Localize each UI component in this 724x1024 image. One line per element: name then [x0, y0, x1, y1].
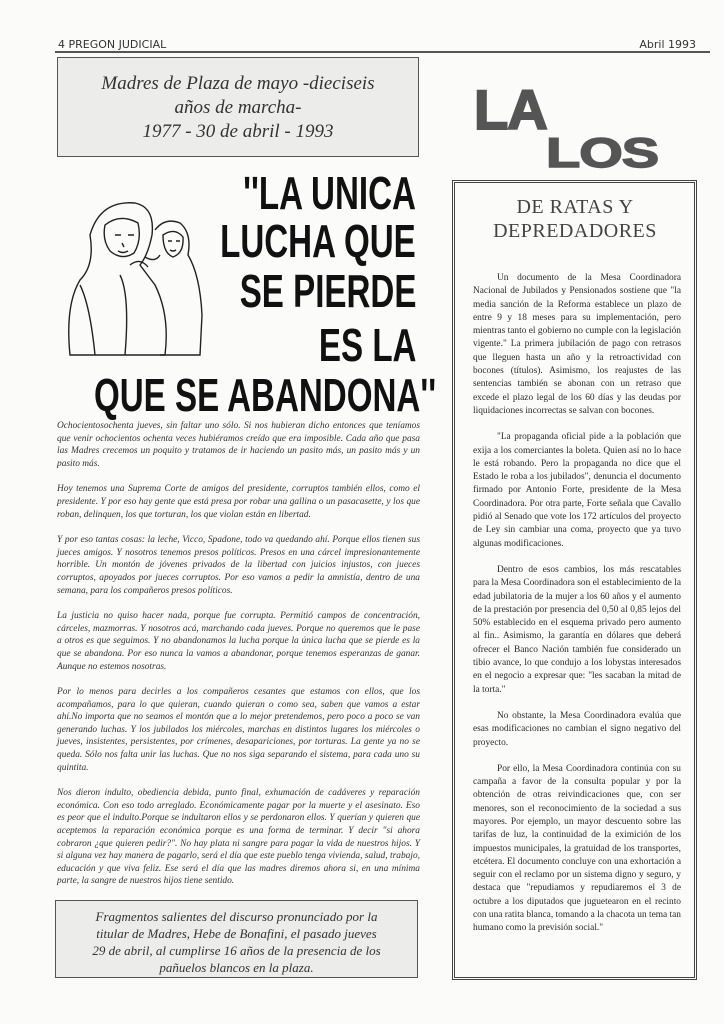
page-number-section: 4 PREGON JUDICIAL: [58, 38, 167, 51]
header-rule: [55, 51, 710, 53]
banner-word: LOS: [546, 128, 659, 176]
paragraph: No obstante, la Mesa Coordinadora evalúa que esas modificaciones no cambian el signo negativo del proyecto.: [473, 710, 681, 748]
banner-word: LA: [474, 78, 547, 141]
paragraph: Nos dieron indulto, obediencia debida, punto final, exhumación de cadáveres y reparación económica. Con eso todo arreglado. Económicamente pagar por la muerte y el asesinato. Eso es peor que el indulto.Porque se indultaron ellos y se perdonaron ellos. Y querían y quieren que aceptemos la reparación económica porque es una forma de terminar. Y decir "si ahora cobraron ¿que quieren pedir?". No hay plata ni sangre para pagar la vida de nuestros hijos. Y si alguna vez hay manera de pagarlo, será el día que este pueblo tenga vivienda, salud, trabajo, educación y que viva feliz. Ese será el día que las madres diremos ahora si, en una mínima parte, la sangre de nuestros hijos tiene sentido.: [57, 788, 420, 887]
headline-line: QUE SE ABANDONA'': [94, 369, 437, 421]
headline-line: SE PIERDE: [239, 265, 416, 317]
paragraph: Por lo menos para decirles a los compañeros cesantes que estamos con ellos, que los acompañamos, para lo que quieran, cuando quieran o como sea, saben que vamos a estar ahí.No importa que no seamos el montón que a lo mejor pretendemos, pero poco a poco se van generando luchas. Y los jubilados los miércoles, marchas en distintos lugares los miércoles o jueves, insistentes, persistentes, por crímenes, desapariciones, por torturas. La gente ya no se queda. Sólo nos falta unir las luchas. Que no nos siga separando el sistema, para cada uno su quintita.: [57, 687, 420, 773]
paragraph: "La propaganda oficial pide a la población que exija a los comerciantes la boleta. Quien así no lo hace le está robando. Pero la propaganda no dice que el Estado le roba a los jubilados", denuncia el documento firmado por Antonio Forte, presidente de la Mesa Coordinadora. Por otra parte, Forte señala que Cavallo pidió al Senado que vote los 172 artículos del proyecto de Ley sin cambiar una coma, proyecto que ya tuvo algunas modificaciones.: [473, 432, 681, 549]
paragraph: Por ello, la Mesa Coordinadora continúa con su campaña a favor de la consulta popular y por la obtención de otras reivindicaciones que, con ser menores, son el reconocimiento de la sociedad a sus mayores. Por ejemplo, un mayor descuento sobre las tarifas de luz, la continuidad de la eximición de los impuestos municipales, la gratuidad de los transportes, etcétera. El documento concluye con una exhortación a seguir con el reclamo por un sistema digno y seguro, y destaca que "repudiamos y repudiaremos el 3 de octubre a los diputados que juguetearon en el recinto con una ratita blanca, tomando a la chacota un tema tan humano como la previsión social.": [473, 763, 681, 934]
paragraph: Un documento de la Mesa Coordinadora Nacional de Jubilados y Pensionados sostiene que "la media sanción de la Reforma establece un plazo de entre 9 y 18 meses para su implementación, pero mientras tanto el gobierno no cumple con la legislación vigente." La primera jubilación de pago con retrasos que lleguen hasta un año y la retroactividad con bocones (títulos). Asimismo, los reajustes de las sentencias también se abonan con un retraso que excede el plazo legal de los 60 días y las deudas por liquidaciones incorrectas se salvan con bocones.: [473, 273, 681, 416]
caption-line: titular de Madres, Hebe de Bonafini, el pasado jueves: [96, 926, 377, 941]
caption-line: pañuelos blancos en la plaza.: [159, 960, 314, 975]
speech-article: [57, 420, 420, 901]
kicker-line: 1977 - 30 de abril - 1993: [142, 121, 334, 142]
paragraph: Hoy tenemos una Suprema Corte de amigos del presidente, corruptos también ellos, como el presidente. Y por eso hay gente que está presa por robar una gallina o un pasacasette, y los que roban, delinquen, los que torturan, los que violan están en libertad.: [57, 484, 420, 520]
kicker-box: [57, 57, 419, 157]
paragraph: Y por eso tantas cosas: la leche, Vicco, Spadone, todo va quedando ahí. Porque ellos tienen sus jueces amigos. Y nosotros tenemos presos políticos. Presos en una cárcel impresionantemente horrible. Un montón de jóvenes privados de la libertad con juicios injustos, con jueces corruptos, apoyados por jueces corruptos. Por eso vamos a pedir la amnistía, dentro de una semana, para los compañeros presos políticos.: [57, 535, 420, 596]
sidebar-title: [455, 195, 695, 243]
paragraph: La justicia no quiso hacer nada, porque fue corrupta. Permitió campos de concentración, cárceles, mazmorras. Y nosotros acá, marchando cada jueves. Porque no queremos que le pase a otros es que seguimos. Y no abandonamos la lucha porque la única lucha que se pierde es la que se abandona. Por eso nunca la vamos a abandonar, porque tenemos esperanzas de ganar. Aunque no estemos nosotras.: [57, 611, 420, 672]
sidebar-article: [473, 272, 681, 949]
headline-line: LUCHA QUE: [220, 215, 416, 267]
title-line: DEPREDADORES: [493, 220, 657, 242]
caption-line: 29 de abril, al cumplirse 16 años de la presencia de los: [92, 943, 381, 958]
headline-line: ES LA: [318, 319, 416, 371]
caption-line: Fragmentos salientes del discurso pronunciado por la: [95, 909, 378, 924]
kicker-line: Madres de Plaza de mayo -dieciseis: [101, 73, 375, 94]
paragraph: Ochocientosochenta jueves, sin faltar uno sólo. Si nos hubieran dicho entonces que teníamos que venir ochocientos ochenta veces hubiéramos creído que era imposible. Cada año que pasa las Madres crecemos un poquito y tratamos de ir haciendo un pasito más, un pasito más y un pasito más.: [57, 421, 420, 469]
mothers-illustration: [60, 195, 210, 365]
paragraph: Dentro de esos cambios, los más rescatables para la Mesa Coordinadora son el establecimiento de la edad jubilatoria de la mujer a los 60 años y el aumento de la prestación por presencia del 0,50 al 0,85 lejos del 50% establecido en el esquema privado pero aumento al fin.. Asimismo, la garantía en dólares que deberá ofrecer el Banco Nación también fue considerado un tibio avance, lo que condujo a los lobystas interesados en el negocio a expresar que: "les sacaban la mitad de la torta.": [473, 564, 681, 695]
kicker-line: años de marcha-: [174, 97, 302, 118]
title-line: DE RATAS Y: [516, 196, 634, 218]
issue-date: Abril 1993: [639, 38, 696, 51]
headline-line: ''LA UNICA: [243, 167, 416, 219]
caption-box: [55, 900, 418, 978]
